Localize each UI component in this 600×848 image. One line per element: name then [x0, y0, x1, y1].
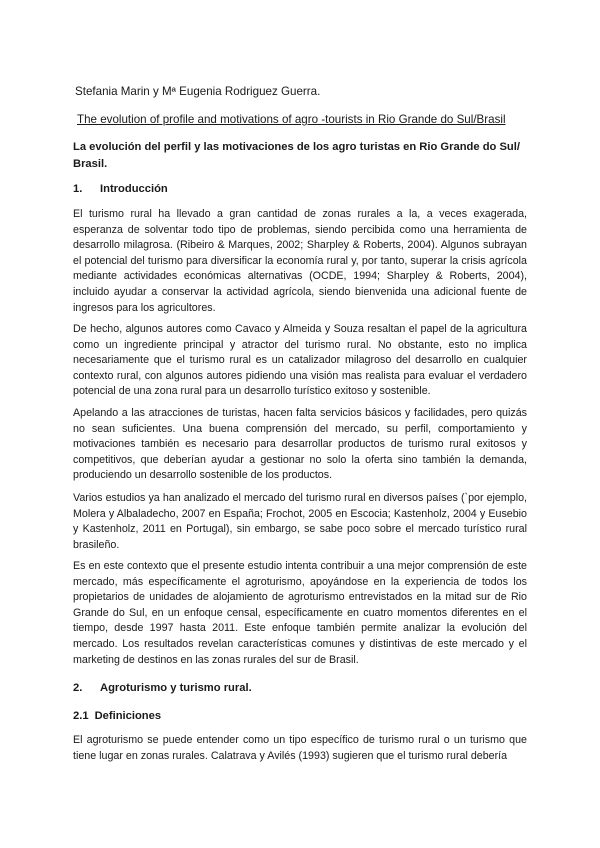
section-number: 2.: [73, 682, 83, 694]
paragraph: El agroturismo se puede entender como un tipo específico de turismo rural o un turismo que tiene lugar en zonas rurales. Calatrava y Avilés (1993) sugieren que el turismo rural debería: [73, 734, 527, 762]
section-heading-introduccion: [73, 183, 168, 195]
authors-line: Stefania Marin y Mª Eugenia Rodriguez Guerra.: [75, 85, 321, 98]
paragraph: Apelando a las atracciones de turistas, hacen falta servicios básicos y facilidades, pero quizás no sean suficientes. Una buena comprensión del mercado, su perfil, comportamiento y motivaciones también es necesario para desarrollar productos de turismo rural exitosos y competitivos, que deberían ayudar a gestionar no solo la oferta sino también la demanda, produciendo un desarrollo sostenible de los productos.: [73, 407, 527, 482]
paragraph: Es en este contexto que el presente estudio intenta contribuir a una mejor comprensión de este mercado, más específicamente el agroturismo, apoyándose en la experiencia de todos los propietarios de unidades de alojamiento de agroturismo entrevistados en la mitad sur de Rio Grande do Sul, en un enfoque censal, específicamente en cuatro momentos diferentes en el tiempo, desde 1997 hasta 2011. Este enfoque también permite analizar la evolución del mercado. Los resultados revelan características comunes y distintivas de este mercado y el marketing de destinos en las zonas rurales del sur de Brasil.: [73, 560, 527, 666]
section-title: Introducción: [100, 183, 168, 195]
paragraph: De hecho, algunos autores como Cavaco y Almeida y Souza resaltan el papel de la agricultura como un ingrediente principal y atractor del turismo rural. No obstante, esto no implica necesariamente que el turismo rural es un catalizador milagroso del desarrollo en cualquier contexto rural, con algunos autores pidiendo una visión mas realista para evaluar el verdadero potencial de una zona rural para un desarrollo turístico exitoso y sostenible.: [73, 323, 527, 398]
subsection-heading-definiciones: [73, 710, 161, 722]
spanish-title: La evolución del perfil y las motivaciones de los agro turistas en Rio Grande do Sul/ Brasil.: [73, 141, 520, 170]
subsection-title: Definiciones: [94, 710, 162, 722]
paragraph: El turismo rural ha llevado a gran cantidad de zonas rurales a la, a veces exagerada, esperanza de solventar todo tipo de problemas, siendo percibida como una herramienta de desarrollo milagrosa. (Ribeiro & Marques, 2002; Sharpley & Roberts, 2004). Algunos subrayan el potencial del turismo para diversificar la economía rural y, por tanto, superar la crisis agrícola mediante actividades económicas alternativas (OCDE, 1994; Sharpley & Roberts, 2004), incluido ayudar a conservar la actividad agrícola, siendo bienvenida una adicional fuente de ingresos para los agricultores.: [73, 208, 527, 314]
section-title: Agroturismo y turismo rural.: [100, 682, 252, 694]
paragraph: Varios estudios ya han analizado el mercado del turismo rural en diversos países (`por ejemplo, Molera y Albaladecho, 2007 en España; Frochot, 2005 en Escocia; Kastenholz, 2004 y Eusebio y Kastenholz, 2011 en Portugal), sin embargo, se sabe poco sobre el mercado turístico rural brasileño.: [73, 492, 527, 551]
english-title: The evolution of profile and motivations of agro -tourists in Rio Grande do Sul/Brasil: [77, 113, 506, 126]
section-number: 1.: [73, 183, 83, 195]
section-heading-agroturismo: [73, 682, 252, 694]
subsection-number: 2.1: [73, 710, 89, 722]
